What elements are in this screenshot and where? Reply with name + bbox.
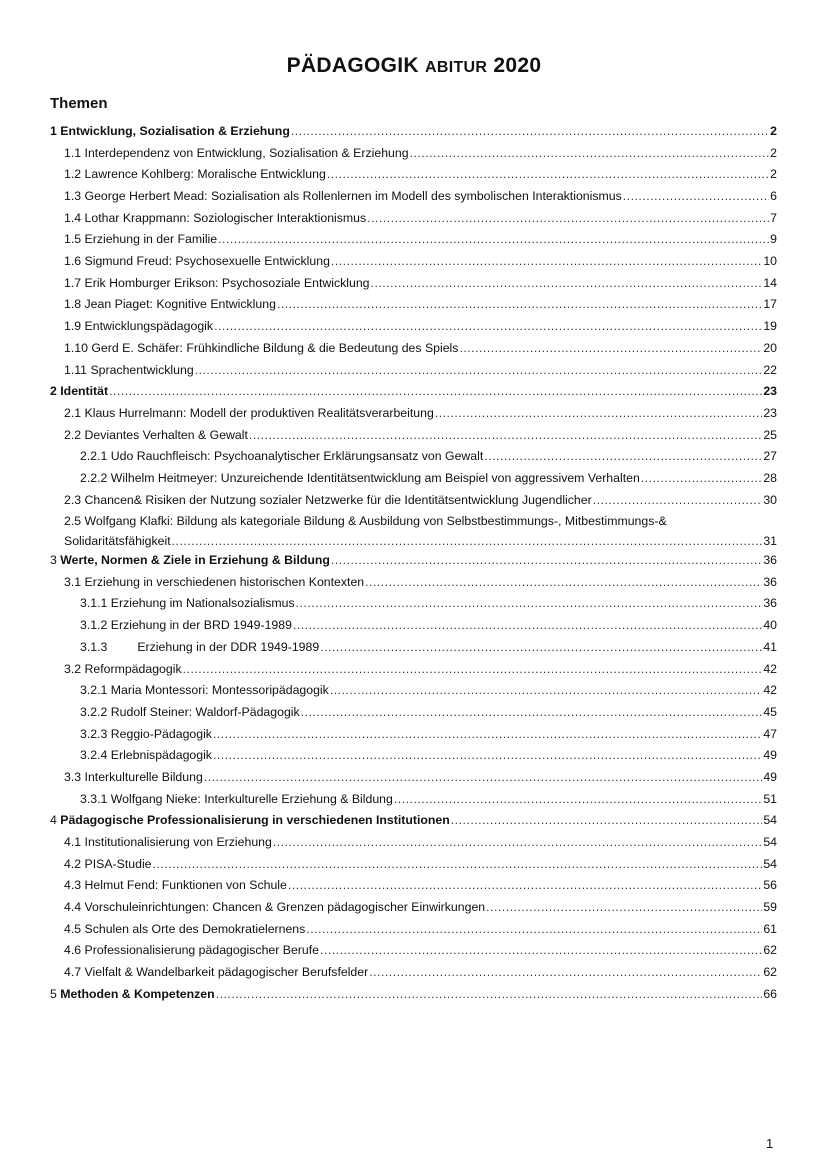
toc-leader-dots [277, 294, 762, 316]
toc-entry-number: 1.6 [64, 254, 82, 269]
toc-entry-text: Rudolf Steiner: Waldorf-Pädagogik [110, 704, 300, 719]
toc-entry-page: 20 [763, 340, 777, 355]
toc-entry-text: Lothar Krappmann: Soziologischer Interaktionismus [84, 210, 367, 225]
toc-entry[interactable] [50, 360, 777, 382]
toc-entry[interactable] [50, 680, 777, 702]
toc-entry-title [64, 940, 319, 962]
toc-entry-number: 1.11 [64, 362, 88, 377]
toc-entry[interactable] [50, 251, 777, 273]
toc-entry-title [64, 767, 203, 789]
toc-entry-text: Reformpädagogik [84, 661, 182, 676]
toc-entry-page: 49 [763, 748, 777, 763]
toc-entry-text: Schulen als Orte des Demokratielernens [84, 921, 306, 936]
page-number: 1 [766, 1136, 774, 1151]
toc-entry-title [80, 680, 329, 702]
toc-entry-number: 1.9 [64, 319, 82, 334]
toc-entry-number: 3.1.2 [80, 618, 108, 633]
toc-entry-text: Sprachentwicklung [90, 362, 194, 377]
toc-entry-page: 31 [763, 534, 777, 549]
toc-entry[interactable] [50, 338, 777, 360]
toc-entry-page: 62 [763, 943, 777, 958]
toc-entry-title [64, 360, 194, 382]
toc-entry-title [50, 121, 290, 143]
toc-entry-title [64, 572, 364, 594]
toc-entry-number: 2.1 [64, 405, 82, 420]
toc-entry-title [64, 919, 305, 941]
toc-entry-number: 2.3 [64, 492, 82, 507]
toc-entry[interactable] [50, 425, 777, 447]
toc-entry-text: Wilhelm Heitmeyer: Unzureichende Identitätsentwicklung am Beispiel von aggressivem Verhalten [110, 470, 640, 485]
toc-entry[interactable] [50, 572, 777, 594]
toc-entry-text: Gerd E. Schäfer: Frühkindliche Bildung & die Bedeutung des Spiels [91, 340, 459, 355]
toc-entry-number: 3.2.3 [80, 726, 108, 741]
toc-leader-dots [291, 121, 769, 143]
document-title [0, 54, 828, 78]
toc-entry[interactable] [50, 984, 777, 1006]
toc-entry-number: 1.3 [64, 189, 82, 204]
toc-entry-title [64, 962, 368, 984]
toc-entry-title [64, 403, 434, 425]
toc-entry-text: Werte, Normen & Ziele in Erziehung & Bildung [60, 553, 330, 568]
toc-entry-number: 3.1.3 [80, 639, 108, 654]
toc-entry-text: Chancen& Risiken der Nutzung sozialer Netzwerke für die Identitätsentwicklung Jugendlicher [84, 492, 592, 507]
toc-entry-page: 10 [763, 254, 777, 269]
toc-leader-dots [320, 940, 762, 962]
toc-entry-title [64, 425, 248, 447]
toc-entry-title [50, 550, 330, 572]
toc-entry-page: 49 [763, 769, 777, 784]
toc-entry-title [64, 854, 152, 876]
toc-entry-page: 42 [763, 661, 777, 676]
toc-leader-dots [216, 984, 763, 1006]
toc-entry-page: 7 [770, 210, 777, 225]
toc-entry-number: 4.2 [64, 856, 82, 871]
toc-entry-page: 54 [763, 856, 777, 871]
toc-entry[interactable] [50, 875, 777, 897]
toc-entry-page: 66 [763, 986, 777, 1001]
toc-entry-number: 4.3 [64, 878, 82, 893]
toc-entry-page: 51 [763, 791, 777, 806]
toc-leader-dots [153, 854, 763, 876]
toc-entry-title [64, 316, 213, 338]
toc-entry[interactable] [50, 316, 777, 338]
toc-entry-text: Helmut Fend: Funktionen von Schule [84, 878, 287, 893]
toc-entry-text: Jean Piaget: Kognitive Entwicklung [84, 297, 276, 312]
toc-entry-number: 3.3 [64, 769, 82, 784]
toc-entry-number: 2 [50, 384, 57, 399]
toc-entry-page: 14 [763, 275, 777, 290]
toc-entry-number: 3.2.4 [80, 748, 108, 763]
toc-entry-text: Methoden & Kompetenzen [60, 986, 215, 1001]
title-year: 2020 [493, 54, 542, 77]
toc-entry-title [64, 294, 276, 316]
toc-entry-title [50, 381, 108, 403]
toc-leader-dots [195, 360, 763, 382]
toc-entry-title [80, 789, 393, 811]
toc-entry-text: Erziehung in der BRD 1949-1989 [110, 618, 292, 633]
toc-entry-title [64, 490, 592, 512]
toc-leader-dots [394, 789, 762, 811]
title-main: PÄDAGOGIK [286, 54, 419, 77]
toc-entry-number: 2.2.2 [80, 470, 108, 485]
toc-entry-title [64, 208, 366, 230]
toc-leader-dots [273, 832, 762, 854]
toc-leader-dots [641, 468, 763, 490]
toc-entry-title [64, 251, 330, 273]
toc-entry-number: 4 [50, 813, 57, 828]
toc-entry-page: 62 [763, 965, 777, 980]
toc-leader-dots [306, 919, 762, 941]
toc-entry-title [80, 702, 300, 724]
toc-entry-page: 41 [763, 639, 777, 654]
toc-entry-page: 6 [770, 189, 777, 204]
toc-leader-dots [218, 229, 769, 251]
toc-entry-page: 2 [770, 145, 777, 160]
toc-leader-dots [204, 767, 763, 789]
toc-leader-dots [288, 875, 762, 897]
toc-leader-dots [320, 637, 762, 659]
toc-leader-dots [435, 403, 763, 425]
toc-entry-text: Erziehung in verschiedenen historischen Kontexten [84, 574, 365, 589]
toc-entry-number: 3.1.1 [80, 596, 108, 611]
toc-entry-title [64, 273, 370, 295]
toc-entry-title [64, 514, 667, 528]
toc-leader-dots [371, 273, 763, 295]
toc-leader-dots [109, 381, 762, 403]
toc-entry-page: 59 [763, 900, 777, 915]
toc-entry-page: 23 [763, 405, 777, 420]
toc-entry-text: Interkulturelle Bildung [84, 769, 203, 784]
toc-entry-page: 40 [763, 618, 777, 633]
toc-entry[interactable] [50, 511, 777, 550]
toc-entry-title [64, 338, 458, 360]
toc-entry-number: 1.7 [64, 275, 82, 290]
toc-entry[interactable] [50, 897, 777, 919]
toc-entry-page: 2 [770, 123, 777, 138]
toc-leader-dots [214, 316, 762, 338]
toc-entry-text: Erlebnispädagogik [110, 748, 212, 763]
toc-entry-number: 3 [50, 553, 57, 568]
toc-entry-title [64, 229, 217, 251]
toc-entry-text: Lawrence Kohlberg: Moralische Entwicklung [84, 167, 326, 182]
toc-entry-title [50, 810, 450, 832]
toc-entry-title [64, 897, 485, 919]
toc-entry-text: Wolfgang Klafki: Bildung als kategoriale Bildung & Ausbildung von Selbstbestimmungs-, Mitbestimmungs-& [84, 514, 667, 529]
toc-entry[interactable] [50, 615, 777, 637]
toc-entry-title [80, 446, 483, 468]
toc-entry-text: George Herbert Mead: Sozialisation als Rollenlernen im Modell des symbolischen Interaktionismus [84, 189, 622, 204]
toc-entry[interactable] [50, 468, 777, 490]
toc-entry[interactable] [50, 854, 777, 876]
toc-entry[interactable] [50, 659, 777, 681]
toc-entry[interactable] [50, 208, 777, 230]
toc-entry-text: Klaus Hurrelmann: Modell der produktiven Realitätsverarbeitung [84, 405, 434, 420]
toc-entry-title [64, 186, 622, 208]
toc-leader-dots [365, 572, 762, 594]
toc-entry-title [80, 468, 640, 490]
toc-entry[interactable] [50, 702, 777, 724]
toc-entry-page: 45 [763, 704, 777, 719]
toc-leader-dots [296, 593, 763, 615]
toc-entry-title [64, 875, 287, 897]
toc-entry[interactable] [50, 919, 777, 941]
toc-entry-number: 2.5 [64, 514, 82, 529]
toc-entry-text: Interdependenz von Entwicklung, Sozialisation & Erziehung [84, 145, 409, 160]
toc-leader-dots [459, 338, 762, 360]
toc-entry[interactable] [50, 143, 777, 165]
toc-entry[interactable] [50, 229, 777, 251]
toc-entry-number: 1.2 [64, 167, 82, 182]
toc-entry-number: 4.1 [64, 835, 82, 849]
toc-entry-text: Institutionalisierung von Erziehung [84, 835, 272, 849]
toc-leader-dots [172, 533, 763, 550]
toc-entry-page: 36 [763, 596, 777, 611]
toc-leader-dots [369, 962, 762, 984]
toc-entry-page: 2 [770, 167, 777, 182]
toc-entry-title [80, 637, 319, 659]
toc-entry-number: 1.8 [64, 297, 82, 312]
toc-entry-number: 1.10 [64, 340, 88, 355]
toc-entry[interactable] [50, 810, 777, 832]
toc-leader-dots [623, 186, 769, 208]
toc-entry-text: Pädagogische Professionalisierung in verschiedenen Institutionen [60, 813, 450, 828]
toc-entry-text: PISA-Studie [84, 856, 152, 871]
toc-entry-number: 4.5 [64, 921, 82, 936]
toc-leader-dots [183, 659, 763, 681]
toc-entry-page: 54 [763, 813, 777, 828]
toc-leader-dots [327, 164, 769, 186]
toc-entry-title [50, 984, 215, 1006]
toc-entry-title [64, 164, 326, 186]
toc-entry[interactable] [50, 381, 777, 403]
table-of-contents [50, 121, 777, 1006]
toc-entry[interactable] [50, 403, 777, 425]
toc-entry-text: Vorschuleinrichtungen: Chancen & Grenzen pädagogischer Einwirkungen [84, 900, 486, 915]
toc-leader-dots [331, 550, 762, 572]
toc-entry-page: 42 [763, 683, 777, 698]
toc-entry[interactable] [50, 121, 777, 143]
toc-entry[interactable] [50, 446, 777, 468]
toc-entry[interactable] [50, 164, 777, 186]
toc-leader-dots [331, 251, 762, 273]
toc-leader-dots [330, 680, 763, 702]
toc-entry-page: 36 [763, 553, 777, 568]
toc-entry-page: 25 [763, 427, 777, 442]
toc-entry-number: 3.1 [64, 574, 82, 589]
toc-entry-page: 27 [763, 449, 777, 464]
toc-entry-text: Identität [60, 384, 109, 399]
toc-entry-text: Erziehung in der Familie [84, 232, 218, 247]
toc-entry-text: Wolfgang Nieke: Interkulturelle Erziehung & Bildung [110, 791, 393, 806]
toc-entry-text: Erziehung in der DDR 1949-1989 [137, 639, 320, 654]
toc-leader-dots [410, 143, 770, 165]
toc-entry-text: Deviantes Verhalten & Gewalt [84, 427, 248, 442]
toc-entry-page: 61 [763, 921, 777, 936]
toc-entry-text: Erik Homburger Erikson: Psychosoziale Entwicklung [84, 275, 370, 290]
toc-leader-dots [301, 702, 763, 724]
toc-entry-number: 1.5 [64, 232, 82, 247]
toc-entry-number: 3.2.1 [80, 683, 108, 698]
toc-entry-page: 36 [763, 574, 777, 589]
toc-entry-page: 54 [763, 835, 777, 849]
toc-entry[interactable] [50, 724, 777, 746]
toc-entry-text: Erziehung im Nationalsozialismus [110, 596, 295, 611]
toc-entry-number: 4.4 [64, 900, 82, 915]
toc-entry-page: 23 [763, 384, 777, 399]
toc-entry-title [64, 832, 272, 854]
toc-entry[interactable] [50, 940, 777, 962]
toc-entry-number: 2.2.1 [80, 449, 108, 464]
toc-entry-title [80, 593, 295, 615]
toc-entry-page: 22 [763, 362, 777, 377]
toc-entry-text: Maria Montessori: Montessoripädagogik [110, 683, 329, 698]
toc-entry[interactable] [50, 767, 777, 789]
toc-entry-page: 30 [763, 492, 777, 507]
toc-leader-dots [367, 208, 769, 230]
toc-entry-number: 1.4 [64, 210, 82, 225]
toc-entry-page: 9 [770, 232, 777, 247]
toc-leader-dots [486, 897, 762, 919]
toc-heading: Themen [50, 95, 108, 112]
toc-entry-page: 28 [763, 470, 777, 485]
toc-entry-page: 56 [763, 878, 777, 893]
toc-entry[interactable] [50, 295, 777, 317]
toc-entry-number: 4.6 [64, 943, 82, 958]
toc-leader-dots [213, 745, 762, 767]
toc-entry[interactable] [50, 832, 777, 854]
toc-leader-dots [249, 425, 762, 447]
toc-entry[interactable] [50, 962, 777, 984]
toc-entry-title [80, 724, 212, 746]
toc-entry-number: 1.1 [64, 145, 82, 160]
toc-entry-text: Entwicklung, Sozialisation & Erziehung [60, 123, 290, 138]
toc-entry-number: 2.2 [64, 427, 82, 442]
toc-entry[interactable] [50, 637, 777, 659]
toc-entry-title [64, 659, 182, 681]
toc-entry-number: 4.7 [64, 965, 82, 980]
toc-leader-dots [593, 490, 763, 512]
toc-entry-text: Professionalisierung pädagogischer Berufe [84, 943, 320, 958]
toc-leader-dots [484, 446, 762, 468]
toc-entry-number: 5 [50, 986, 57, 1001]
toc-entry[interactable] [50, 550, 777, 572]
toc-entry-number: 3.2.2 [80, 704, 108, 719]
toc-entry[interactable] [50, 593, 777, 615]
toc-entry-page: 17 [763, 297, 777, 312]
toc-entry[interactable] [50, 745, 777, 767]
toc-entry[interactable] [50, 490, 777, 512]
toc-leader-dots [293, 615, 762, 637]
toc-entry-title [80, 615, 292, 637]
toc-entry-page: 47 [763, 726, 777, 741]
toc-entry-title [64, 143, 409, 165]
toc-leader-dots [213, 724, 762, 746]
toc-entry-number: 3.3.1 [80, 791, 108, 806]
toc-entry-text-continued: Solidaritätsfähigkeit [64, 534, 171, 549]
toc-entry-text: Entwicklungspädagogik [84, 319, 214, 334]
toc-entry[interactable] [50, 186, 777, 208]
toc-entry-title [80, 745, 212, 767]
toc-entry[interactable] [50, 273, 777, 295]
title-smallcaps: ABITUR [425, 59, 488, 76]
toc-entry-text: Reggio-Pädagogik [110, 726, 212, 741]
toc-entry-page: 19 [763, 319, 777, 334]
toc-entry-text: Udo Rauchfleisch: Psychoanalytischer Erklärungsansatz von Gewalt [110, 449, 484, 464]
toc-entry-text: Sigmund Freud: Psychosexuelle Entwicklung [84, 254, 330, 269]
toc-leader-dots [451, 810, 763, 832]
toc-entry[interactable] [50, 789, 777, 811]
toc-entry-number: 3.2 [64, 661, 82, 676]
toc-entry-text: Vielfalt & Wandelbarkeit pädagogischer Berufsfelder [84, 965, 369, 980]
toc-entry-number: 1 [50, 123, 57, 138]
